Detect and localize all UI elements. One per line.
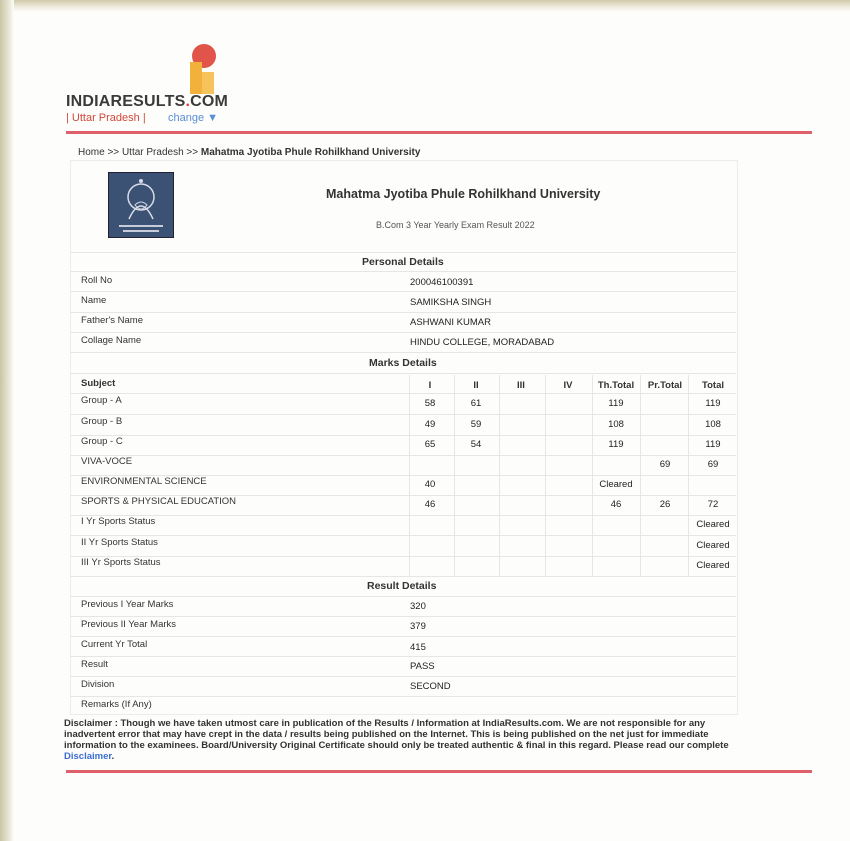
marks-subject-cell: Group - C bbox=[81, 436, 123, 447]
divider bbox=[70, 373, 736, 374]
divider bbox=[70, 435, 736, 436]
marks-value-cell: 119 bbox=[608, 439, 624, 450]
column-divider bbox=[409, 375, 410, 576]
marks-subject-cell: VIVA-VOCE bbox=[81, 456, 133, 467]
marks-value-cell: 40 bbox=[424, 479, 436, 490]
divider bbox=[70, 556, 736, 557]
marks-value-cell: 58 bbox=[424, 398, 436, 409]
change-state-link[interactable]: change ▼ bbox=[168, 112, 219, 124]
disclaimer-link[interactable]: Disclaimer bbox=[64, 751, 112, 762]
breadcrumb-state[interactable]: Uttar Pradesh bbox=[121, 147, 184, 158]
marks-col-header: III bbox=[517, 380, 525, 391]
divider bbox=[70, 352, 736, 353]
breadcrumb: Home >> Uttar Pradesh >> Mahatma Jyotiba Phule Rohilkhand University bbox=[78, 147, 421, 158]
footer-divider bbox=[66, 770, 812, 773]
state-label: | Uttar Pradesh | bbox=[66, 112, 146, 124]
divider bbox=[70, 596, 736, 597]
divider bbox=[70, 252, 736, 253]
marks-col-header: II bbox=[473, 380, 479, 391]
father-name-label: Father's Name bbox=[81, 315, 144, 326]
result-card bbox=[70, 160, 738, 715]
marks-value-cell: 119 bbox=[705, 439, 721, 450]
divider bbox=[70, 656, 736, 657]
marks-col-header: Th.Total bbox=[597, 380, 635, 391]
divider bbox=[70, 576, 736, 577]
marks-value-cell: Cleared bbox=[696, 519, 730, 530]
column-divider bbox=[592, 375, 593, 576]
marks-col-header: Pr.Total bbox=[647, 380, 683, 391]
remarks-label: Remarks (If Any) bbox=[81, 699, 152, 710]
breadcrumb-home[interactable]: Home bbox=[78, 147, 105, 158]
personal-details-heading: Personal Details bbox=[362, 256, 444, 268]
divider bbox=[70, 332, 736, 333]
scan-edge-left bbox=[0, 0, 14, 841]
marks-value-cell: 46 bbox=[610, 499, 622, 510]
divider bbox=[70, 636, 736, 637]
marks-details-heading: Marks Details bbox=[369, 357, 437, 369]
name-value: SAMIKSHA SINGH bbox=[410, 297, 492, 308]
column-divider bbox=[545, 375, 546, 576]
college-name-label: Collage Name bbox=[81, 335, 142, 346]
divider bbox=[70, 393, 736, 394]
prev-year1-value: 320 bbox=[410, 601, 426, 612]
column-divider bbox=[640, 375, 641, 576]
marks-value-cell: 54 bbox=[470, 439, 482, 450]
header-divider bbox=[66, 131, 812, 134]
marks-value-cell: 69 bbox=[707, 459, 719, 470]
column-divider bbox=[499, 375, 500, 576]
prev-year2-label: Previous II Year Marks bbox=[81, 619, 177, 630]
divider bbox=[70, 696, 736, 697]
divider bbox=[70, 291, 736, 292]
marks-value-cell: 26 bbox=[659, 499, 671, 510]
scan-edge-top bbox=[0, 0, 850, 12]
marks-subject-cell: III Yr Sports Status bbox=[81, 557, 161, 568]
university-title: Mahatma Jyotiba Phule Rohilkhand University bbox=[326, 187, 601, 201]
divider bbox=[70, 616, 736, 617]
marks-subject-cell: Group - B bbox=[81, 416, 123, 427]
result-details-heading: Result Details bbox=[367, 580, 437, 592]
marks-subject-cell: SPORTS & PHYSICAL EDUCATION bbox=[81, 496, 237, 507]
marks-value-cell: Cleared bbox=[696, 540, 730, 551]
marks-subject-cell: Group - A bbox=[81, 395, 122, 406]
marks-value-cell: Cleared bbox=[696, 560, 730, 571]
divider bbox=[70, 414, 736, 415]
divider bbox=[70, 271, 736, 272]
college-name-value: HINDU COLLEGE, MORADABAD bbox=[410, 337, 555, 348]
divider bbox=[70, 455, 736, 456]
roll-no-value: 200046100391 bbox=[410, 277, 474, 288]
marks-value-cell: 65 bbox=[424, 439, 436, 450]
indiaresults-logo[interactable] bbox=[66, 44, 229, 130]
breadcrumb-university: Mahatma Jyotiba Phule Rohilkhand University bbox=[200, 147, 421, 158]
marks-subject-cell: I Yr Sports Status bbox=[81, 516, 156, 527]
marks-value-cell: 72 bbox=[707, 499, 719, 510]
university-logo bbox=[108, 172, 174, 238]
prev-year1-label: Previous I Year Marks bbox=[81, 599, 174, 610]
marks-value-cell: 108 bbox=[608, 419, 624, 430]
marks-value-cell: 119 bbox=[705, 398, 721, 409]
division-value: SECOND bbox=[410, 681, 451, 692]
roll-no-label: Roll No bbox=[81, 275, 113, 286]
marks-subject-cell: II Yr Sports Status bbox=[81, 537, 158, 548]
marks-col-header: Total bbox=[702, 380, 724, 391]
divider bbox=[70, 312, 736, 313]
result-value: PASS bbox=[410, 661, 435, 672]
current-total-label: Current Yr Total bbox=[81, 639, 148, 650]
father-name-value: ASHWANI KUMAR bbox=[410, 317, 491, 328]
marks-col-header: I bbox=[428, 380, 432, 391]
prev-year2-value: 379 bbox=[410, 621, 426, 632]
current-total-value: 415 bbox=[410, 642, 426, 653]
brand-name: INDIARESULTS.COM bbox=[66, 93, 229, 110]
disclaimer: Disclaimer : Though we have taken utmost care in publication of the Results / Information at IndiaResults.com. We are not responsible for any inadvertent error that may have crept in the data / results being published on the Internet. This is being published on the net just for immediate information to the examinees. Board/University Original Certificate should only be treated authentic & final in this regard. Please read our complete Disclaimer. bbox=[64, 718, 729, 762]
marks-value-cell: 59 bbox=[470, 419, 482, 430]
marks-col-header: IV bbox=[563, 380, 573, 391]
marks-value-cell: 46 bbox=[424, 499, 436, 510]
marks-value-cell: 69 bbox=[659, 459, 671, 470]
result-label: Result bbox=[81, 659, 108, 670]
column-divider bbox=[688, 375, 689, 576]
marks-value-cell: 108 bbox=[705, 419, 721, 430]
divider bbox=[70, 515, 736, 516]
exam-title: B.Com 3 Year Yearly Exam Result 2022 bbox=[376, 220, 535, 230]
name-label: Name bbox=[81, 295, 107, 306]
divider bbox=[70, 676, 736, 677]
column-divider bbox=[454, 375, 455, 576]
logo-mark-icon bbox=[128, 44, 158, 96]
marks-value-cell: 61 bbox=[470, 398, 482, 409]
marks-value-cell: Cleared bbox=[599, 479, 633, 490]
divider bbox=[70, 535, 736, 536]
marks-subject-cell: ENVIRONMENTAL SCIENCE bbox=[81, 476, 207, 487]
division-label: Division bbox=[81, 679, 115, 690]
marks-value-cell: 49 bbox=[424, 419, 436, 430]
marks-col-subject: Subject bbox=[81, 378, 116, 389]
marks-value-cell: 119 bbox=[608, 398, 624, 409]
